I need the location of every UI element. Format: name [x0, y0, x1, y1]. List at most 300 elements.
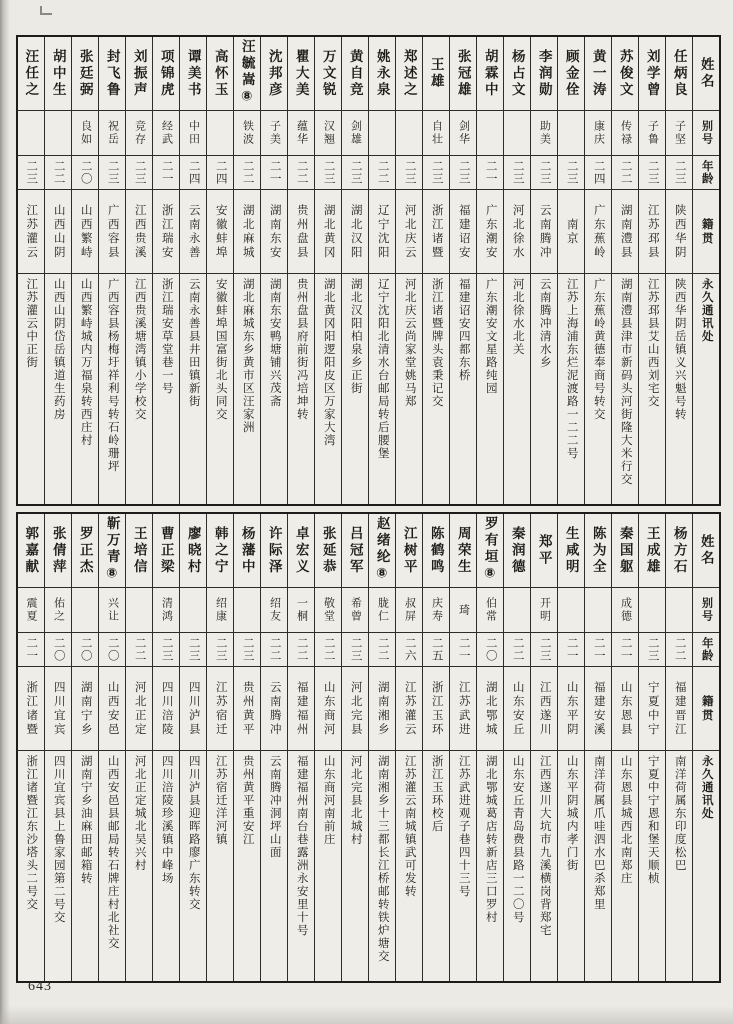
person-age-cell [450, 156, 476, 190]
person-column [98, 514, 125, 981]
person-native-place-cell [45, 667, 71, 751]
person-native-place-cell [396, 667, 422, 751]
header-address-cell [693, 751, 719, 981]
person-native-place-cell [126, 667, 152, 751]
person-address-cell [99, 751, 125, 981]
person-age-cell [153, 156, 179, 190]
person-address-cell [558, 274, 584, 504]
person-alias-cell [261, 111, 287, 156]
person-name-cell [504, 37, 530, 111]
person-age-cell [585, 156, 611, 190]
person-native-place: 山西山阴 [52, 203, 65, 260]
person-column [422, 514, 449, 981]
person-name: 瞿大美 [293, 48, 309, 99]
person-native-place-cell [558, 190, 584, 274]
person-name: 姚永泉 [374, 48, 390, 99]
person-alias: 开明 [538, 597, 551, 623]
person-alias: 经武 [160, 120, 173, 146]
person-age: 二三 [106, 160, 119, 185]
person-age-cell [477, 633, 503, 667]
person-age: 二三 [349, 637, 362, 662]
person-column [422, 37, 449, 504]
person-age-cell [612, 156, 638, 190]
person-native-place: 湖南宁乡 [79, 680, 92, 737]
person-alias-cell [531, 111, 557, 156]
person-alias-cell [369, 588, 395, 633]
person-native-place-cell [612, 190, 638, 274]
person-name: 项锦虎 [158, 48, 174, 99]
person-alias: 子坚 [673, 120, 686, 146]
person-native-place-cell [72, 667, 98, 751]
person-alias-cell [45, 111, 71, 156]
person-native-place: 湖南澧县 [619, 203, 632, 260]
person-column [98, 37, 125, 504]
person-name-cell [99, 514, 125, 588]
person-column [503, 37, 530, 504]
person-native-place-cell [450, 190, 476, 274]
person-age-cell [477, 156, 503, 190]
row-headers-column [692, 37, 719, 504]
person-column [125, 514, 152, 981]
person-native-place-cell [99, 667, 125, 751]
person-address: 湖南宁乡油麻田邮箱转 [79, 755, 92, 885]
person-name-cell [558, 514, 584, 588]
person-address: 陕西华阴岳镇义兴魁号转 [673, 278, 686, 421]
header-native-cell [693, 190, 719, 274]
person-alias: 汉翘 [322, 120, 335, 146]
person-address: 江苏灌云南城镇武可发转 [403, 755, 416, 898]
person-native-place: 山西安邑 [106, 680, 119, 737]
person-age-cell [639, 156, 665, 190]
person-column [260, 514, 287, 981]
person-age-cell [666, 633, 692, 667]
person-name: 秦国躯 [617, 525, 633, 576]
header-age-cell [693, 156, 719, 190]
person-age: 二三 [565, 160, 578, 185]
person-column [611, 37, 638, 504]
person-age-cell [126, 156, 152, 190]
person-name: 高怀玉 [212, 48, 228, 99]
person-alias-cell [315, 111, 341, 156]
person-alias-cell [207, 111, 233, 156]
person-native-place-cell [45, 190, 71, 274]
person-age: 二〇 [52, 637, 65, 662]
person-age-cell [666, 156, 692, 190]
person-native-place: 江西遂川 [538, 680, 551, 737]
person-name: 胡霖中 [482, 48, 498, 99]
person-native-place-cell [396, 190, 422, 274]
person-alias-cell [477, 111, 503, 156]
person-column [71, 514, 98, 981]
person-native-place: 浙江玉环 [430, 680, 443, 737]
person-address: 湖北汉阳柏泉乡正街 [349, 278, 362, 395]
person-alias-cell [585, 588, 611, 633]
person-address-cell [99, 274, 125, 504]
person-alias-cell [261, 588, 287, 633]
person-native-place: 宁夏中宁 [646, 680, 659, 737]
person-address: 江苏邳县艾山西刘宅交 [646, 278, 659, 408]
person-alias-cell [180, 588, 206, 633]
person-age: 二一 [268, 160, 281, 185]
person-address-cell [423, 751, 449, 981]
person-age: 二三 [187, 637, 200, 662]
person-alias: 庆寿 [430, 597, 443, 623]
person-column [287, 514, 314, 981]
person-name: 王雄 [428, 57, 444, 90]
person-age: 二一 [484, 160, 497, 185]
person-address-cell [450, 751, 476, 981]
person-name-cell [234, 37, 260, 111]
person-native-place: 湖南东安 [268, 203, 281, 260]
person-address-cell [207, 751, 233, 981]
person-native-place: 山东安丘 [511, 680, 524, 737]
person-native-place-cell [234, 190, 260, 274]
person-native-place: 湖南湘乡 [376, 680, 389, 737]
person-age-cell [396, 156, 422, 190]
person-name-cell [666, 37, 692, 111]
person-name: 王成雄 [644, 525, 660, 576]
person-name-cell [639, 37, 665, 111]
person-age: 二四 [214, 160, 227, 185]
person-address: 山东恩县城西北南郑庄 [619, 755, 632, 885]
person-address: 山东安丘青岛费县路一二〇号 [511, 755, 524, 924]
person-address-cell [72, 274, 98, 504]
person-address: 四川泸县迎晖路廖广东转交 [187, 755, 200, 911]
person-address: 浙江玉环校后 [430, 755, 443, 833]
person-age: 二三 [214, 637, 227, 662]
person-age-cell [396, 633, 422, 667]
person-age: 二三 [25, 160, 38, 185]
person-name: 吕冠军 [347, 525, 363, 576]
person-alias-cell [288, 588, 314, 633]
person-age-cell [207, 633, 233, 667]
person-age: 二二 [376, 160, 389, 185]
person-address: 江苏上海浦东烂泥渡路一二二号 [565, 278, 578, 460]
person-address-cell [639, 274, 665, 504]
person-age: 二三 [511, 160, 524, 185]
person-name: 生咸明 [563, 525, 579, 576]
person-age-cell [99, 633, 125, 667]
person-column [206, 514, 233, 981]
person-native-place-cell [477, 667, 503, 751]
person-native-place: 山西繁峙 [79, 203, 92, 260]
person-name-cell [45, 514, 71, 588]
person-age: 二二 [376, 637, 389, 662]
person-alias-cell [342, 588, 368, 633]
person-column [233, 514, 260, 981]
person-name-cell [585, 37, 611, 111]
person-column [179, 37, 206, 504]
person-address: 江西遂川大坑市九溪横岗背郑宅 [538, 755, 551, 937]
person-native-place-cell [342, 190, 368, 274]
person-native-place-cell [639, 190, 665, 274]
person-address-cell [17, 274, 44, 504]
person-age: 二〇 [484, 637, 497, 662]
person-age: 二一 [160, 160, 173, 185]
person-alias: 剑雄 [349, 120, 362, 146]
page-number: 643 [28, 979, 52, 994]
person-alias: 兴让 [106, 597, 119, 623]
person-column [314, 37, 341, 504]
person-age: 二〇 [106, 637, 119, 662]
person-age: 二二 [673, 637, 686, 662]
person-native-place: 河北完县 [349, 680, 362, 737]
person-column [584, 514, 611, 981]
person-native-place-cell [423, 190, 449, 274]
person-alias-cell [612, 588, 638, 633]
person-alias-cell [423, 111, 449, 156]
person-name-cell [450, 37, 476, 111]
person-name: 张廷弼 [77, 48, 93, 99]
person-age-cell [315, 156, 341, 190]
person-alias-cell [531, 588, 557, 633]
person-column [395, 37, 422, 504]
person-name: 曹正梁 [158, 525, 174, 576]
person-native-place-cell [99, 190, 125, 274]
person-name: 刘学曾 [644, 48, 660, 99]
person-address: 山西山阴岱岳镇道生药房 [52, 278, 65, 421]
person-native-place-cell [207, 667, 233, 751]
person-name: 罗正杰 [77, 525, 93, 576]
person-name-cell [531, 514, 557, 588]
person-address: 福建福州南台巷露洲永安里十号 [295, 755, 308, 937]
person-age-cell [531, 156, 557, 190]
person-name-cell [558, 37, 584, 111]
person-address: 南洋荷属东印度松巴 [673, 755, 686, 872]
person-alias-cell [153, 111, 179, 156]
person-address-cell [477, 751, 503, 981]
person-age: 二〇 [79, 637, 92, 662]
person-age-cell [72, 633, 98, 667]
person-native-place: 安徽蚌埠 [214, 203, 227, 260]
person-address: 宁夏中宁恩和堡天顺桢 [646, 755, 659, 885]
person-alias-cell [477, 588, 503, 633]
person-name-cell [45, 37, 71, 111]
person-address-cell [45, 274, 71, 504]
header-age-label: 年龄 [700, 160, 713, 185]
person-native-place-cell [639, 667, 665, 751]
person-age: 二三 [646, 637, 659, 662]
person-name-cell [477, 514, 503, 588]
person-alias-cell [396, 111, 422, 156]
person-name-cell [153, 514, 179, 588]
person-alias: 子鲁 [646, 120, 659, 146]
person-native-place-cell [126, 190, 152, 274]
person-column [206, 37, 233, 504]
person-address: 福建诏安四都东桥 [457, 278, 470, 382]
person-age-cell [45, 633, 71, 667]
person-age-cell [423, 156, 449, 190]
person-name: 万文锐 [320, 48, 336, 99]
row-headers-column [692, 514, 719, 981]
person-age-cell [207, 156, 233, 190]
person-column [395, 514, 422, 981]
person-native-place: 福建诏安 [457, 203, 470, 260]
person-native-place: 山东平阴 [565, 680, 578, 737]
person-address-cell [180, 274, 206, 504]
person-age-cell [369, 156, 395, 190]
person-age: 二一 [457, 637, 470, 662]
person-address-cell [315, 274, 341, 504]
person-alias: 绍友 [268, 597, 281, 623]
person-column [341, 37, 368, 504]
person-native-place: 四川涪陵 [160, 680, 173, 737]
person-address: 广东蕉岭黄德奉商号转交 [592, 278, 605, 421]
person-alias-cell [639, 111, 665, 156]
person-name: 郑平 [536, 534, 552, 567]
header-native-label: 籍贯 [700, 694, 713, 723]
person-age: 二二 [295, 637, 308, 662]
person-alias-cell [288, 111, 314, 156]
person-age: 二二 [268, 637, 281, 662]
person-column [314, 514, 341, 981]
header-native-label: 籍贯 [700, 217, 713, 246]
person-native-place: 江苏宿迁 [214, 680, 227, 737]
person-alias-cell [423, 588, 449, 633]
person-column [638, 514, 665, 981]
person-native-place-cell [234, 667, 260, 751]
person-column [179, 514, 206, 981]
person-alias: 绍康 [214, 597, 227, 623]
person-name: 黄一涛 [590, 48, 606, 99]
person-address: 山西安邑县邮局转石牌庄村北社交 [106, 755, 119, 950]
person-address-cell [450, 274, 476, 504]
person-alias-cell [45, 588, 71, 633]
person-name: 郑述之 [401, 48, 417, 99]
person-address-cell [639, 751, 665, 981]
person-address-cell [342, 751, 368, 981]
person-age-cell [180, 156, 206, 190]
person-native-place: 江苏灌云 [403, 680, 416, 737]
person-native-place: 四川宜宾 [52, 680, 65, 737]
person-age-cell [261, 633, 287, 667]
person-age-cell [17, 633, 44, 667]
person-age: 二〇 [79, 160, 92, 185]
person-name: 谭美书 [185, 48, 201, 99]
person-address: 四川宜宾县上鲁家园第二号交 [52, 755, 65, 924]
person-name: 江树平 [401, 525, 417, 576]
person-column [503, 514, 530, 981]
person-native-place-cell [369, 667, 395, 751]
person-native-place: 湖北麻城 [241, 203, 254, 260]
person-age-cell [180, 633, 206, 667]
person-address-cell [207, 274, 233, 504]
person-column [152, 37, 179, 504]
person-column [260, 37, 287, 504]
person-name-cell [369, 514, 395, 588]
person-column [557, 514, 584, 981]
person-age: 二四 [187, 160, 200, 185]
person-age: 二六 [403, 637, 416, 662]
person-column [638, 37, 665, 504]
person-name: 杨藩中 [239, 525, 255, 576]
person-age: 二三 [160, 637, 173, 662]
person-name: 赵绪纶⑧ [374, 516, 390, 585]
person-address-cell [666, 751, 692, 981]
person-address: 河北正定城北吴兴村 [133, 755, 146, 872]
person-address-cell [288, 274, 314, 504]
person-native-place: 浙江诸暨 [25, 680, 38, 737]
person-name: 杨方石 [671, 525, 687, 576]
person-alias-cell [450, 588, 476, 633]
person-column [449, 37, 476, 504]
person-age-cell [504, 633, 530, 667]
person-alias-cell [234, 111, 260, 156]
person-native-place: 南京 [565, 217, 578, 246]
header-name-label: 姓名 [698, 534, 714, 567]
person-native-place-cell [531, 190, 557, 274]
person-column [152, 514, 179, 981]
person-native-place: 辽宁沈阳 [376, 203, 389, 260]
person-native-place: 湖北鄂城 [484, 680, 497, 737]
person-age: 二二 [322, 637, 335, 662]
person-address-cell [396, 274, 422, 504]
person-age-cell [369, 633, 395, 667]
person-alias-cell [72, 111, 98, 156]
person-age-cell [639, 633, 665, 667]
person-name-cell [450, 514, 476, 588]
person-age-cell [261, 156, 287, 190]
person-name-cell [396, 37, 422, 111]
person-column [665, 514, 692, 981]
person-name: 韩之宁 [212, 525, 228, 576]
person-address-cell [17, 751, 44, 981]
person-age-cell [234, 156, 260, 190]
person-column [44, 514, 71, 981]
person-column [17, 37, 44, 504]
person-address: 浙江诸暨江东沙塔头二号交 [25, 755, 38, 911]
person-alias: 希曾 [349, 597, 362, 623]
person-age-cell [234, 633, 260, 667]
person-name-cell [612, 37, 638, 111]
person-address-cell [585, 274, 611, 504]
person-alias-cell [369, 111, 395, 156]
person-address: 江苏宿迁洋河镇 [214, 755, 227, 846]
person-native-place: 贵州黄平 [241, 680, 254, 737]
person-alias: 叔屏 [403, 597, 416, 623]
person-native-place-cell [666, 667, 692, 751]
person-name-cell [261, 37, 287, 111]
header-age-label: 年龄 [700, 637, 713, 662]
person-age: 二三 [430, 160, 443, 185]
person-name: 张冠雄 [455, 48, 471, 99]
person-address-cell [72, 751, 98, 981]
person-alias: 佑之 [52, 597, 65, 623]
person-name-cell [288, 37, 314, 111]
person-address-cell [126, 751, 152, 981]
person-alias: 伯常 [484, 597, 497, 623]
person-address-cell [423, 274, 449, 504]
roster-table-top [16, 35, 721, 506]
person-address-cell [666, 274, 692, 504]
person-native-place-cell [288, 190, 314, 274]
person-address: 湖北黄冈阳逻阳皮区万家大湾 [322, 278, 335, 447]
person-address-cell [234, 274, 260, 504]
person-alias-cell [99, 588, 125, 633]
person-address: 四川涪陵珍溪镇中峰场 [160, 755, 173, 885]
header-alias-label: 别号 [700, 597, 713, 623]
person-address-cell [45, 751, 71, 981]
person-name-cell [531, 37, 557, 111]
person-alias: 祝岳 [106, 120, 119, 146]
person-address: 贵州盘县府前街冯培坤转 [295, 278, 308, 421]
person-age-cell [450, 633, 476, 667]
roster-table-bottom [16, 512, 721, 983]
person-age-cell [423, 633, 449, 667]
person-name: 张倩萍 [50, 525, 66, 576]
person-address: 河北庆云尚家堂姚马郑 [403, 278, 416, 408]
person-address: 湖北鄂城葛店转新店三口罗村 [484, 755, 497, 924]
